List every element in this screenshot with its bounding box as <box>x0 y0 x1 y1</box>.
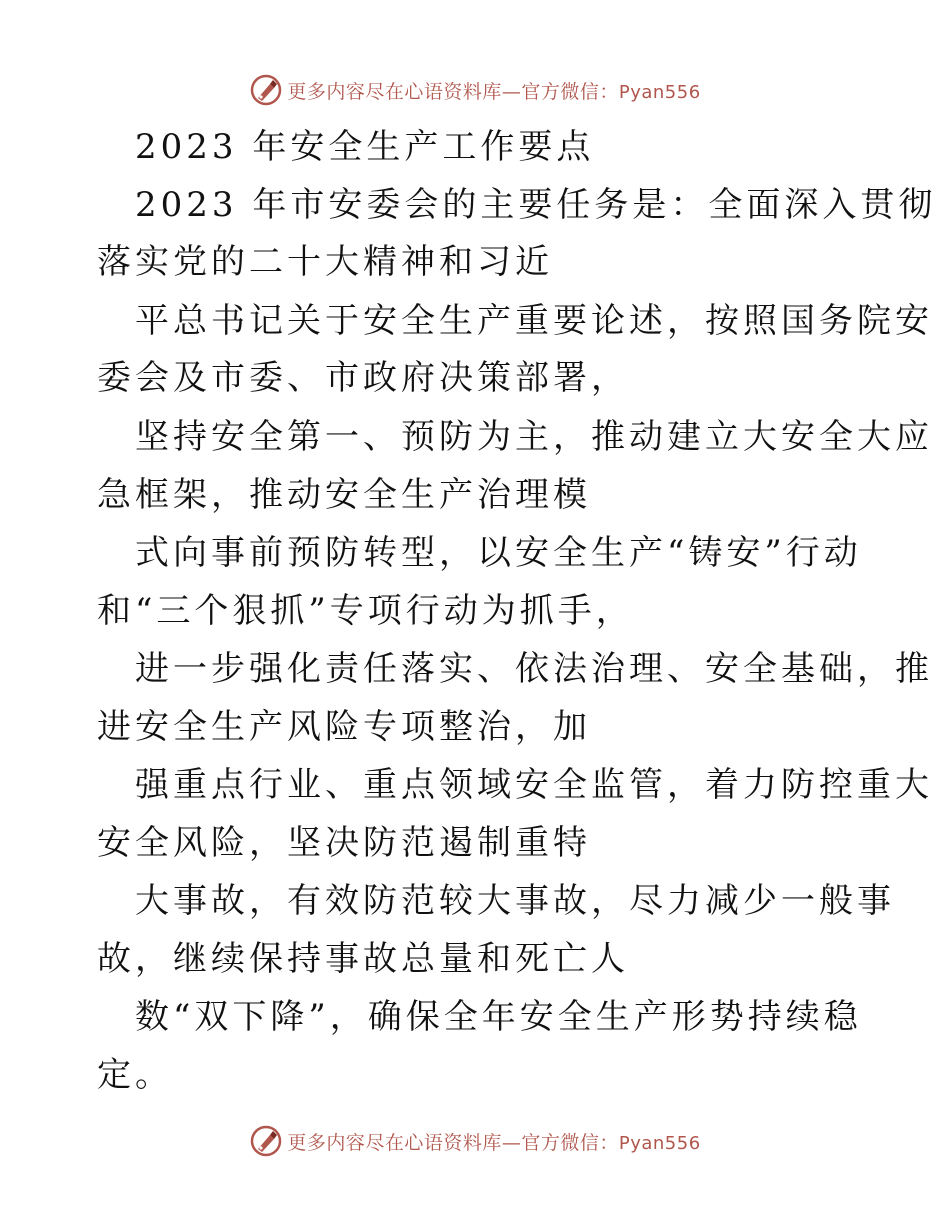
paragraph-line: 式向事前预防转型，以安全生产“铸安”行动 <box>135 533 862 573</box>
paragraph-line: 数“双下降”，确保全年安全生产形势持续稳 <box>135 997 862 1037</box>
header-watermark <box>0 72 950 108</box>
paragraph-line: 急框架，推动安全生产治理模 <box>97 475 591 515</box>
pen-logo-icon <box>249 73 283 107</box>
paragraph-line: 故，继续保持事故总量和死亡人 <box>97 939 629 979</box>
watermark-text: 更多内容尽在心语资料库—官方微信： <box>287 1131 619 1154</box>
watermark-handle: Pyan556 <box>618 81 701 103</box>
paragraph-line: 强重点行业、重点领域安全监管，着力防控重大 <box>135 765 933 805</box>
paragraph-line: 定。 <box>97 1055 173 1095</box>
paragraph-line: 进一步强化责任落实、依法治理、安全基础，推 <box>135 649 933 689</box>
document-title: 2023 年安全生产工作要点 <box>135 127 595 167</box>
paragraph-line: 平总书记关于安全生产重要论述，按照国务院安 <box>135 301 933 341</box>
pen-logo-icon <box>249 1124 283 1158</box>
paragraph-line: 坚持安全第一、预防为主，推动建立大安全大应 <box>135 417 933 457</box>
paragraph-line: 委会及市委、市政府决策部署， <box>97 358 629 398</box>
paragraph-line: 进安全生产风险专项整治，加 <box>97 707 591 747</box>
watermark-handle: Pyan556 <box>618 1132 701 1154</box>
footer-watermark <box>0 1123 950 1159</box>
paragraph-line: 2023 年市安委会的主要任务是：全面深入贯彻 <box>135 185 937 225</box>
watermark-text: 更多内容尽在心语资料库—官方微信： <box>287 80 619 103</box>
paragraph-line: 大事故，有效防范较大事故，尽力减少一般事 <box>135 881 895 921</box>
paragraph-line: 和“三个狠抓”专项行动为抓手， <box>97 591 634 631</box>
paragraph-line: 落实党的二十大精神和习近 <box>97 242 553 282</box>
paragraph-line: 安全风险，坚决防范遏制重特 <box>97 823 591 863</box>
